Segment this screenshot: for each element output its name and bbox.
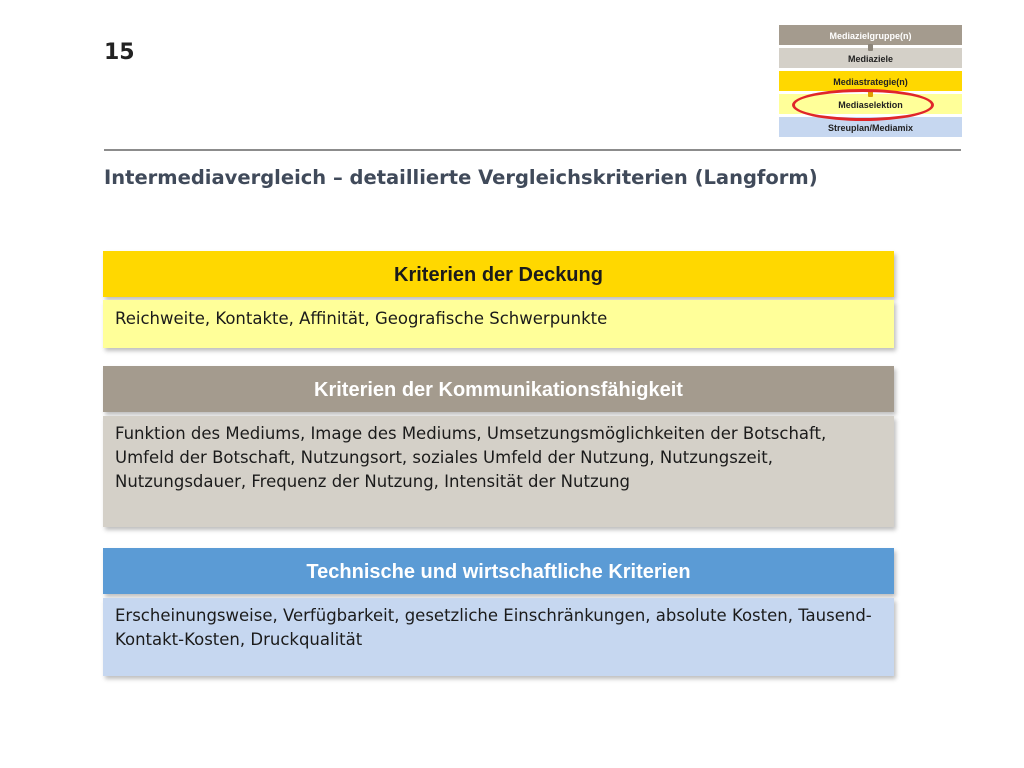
process-step-mediaselektion: Mediaselektion [779,94,962,114]
divider [104,149,961,151]
highlight-ellipse [792,89,934,121]
card-body: Erscheinungsweise, Verfügbarkeit, gesetzliche Einschränkungen, absolute Kosten, Tausend-Kontakt-Kosten, Druckqualität [103,598,894,676]
process-connector [868,44,873,51]
slide-number: 15 [104,40,135,65]
card-body: Reichweite, Kontakte, Affinität, Geografische Schwerpunkte [103,300,894,348]
criteria-card-coverage [103,251,894,348]
card-header: Kriterien der Kommunikationsfähigkeit [103,366,894,412]
page-title: Intermediavergleich – detaillierte Vergleichskriterien (Langform) [104,166,818,189]
criteria-card-technical-economic [103,548,894,676]
process-step-mediazielgruppe: Mediazielgruppe(n) [779,25,962,45]
process-step-mediaziele: Mediaziele [779,48,962,68]
process-step-streuplan: Streuplan/Mediamix [779,117,962,137]
criteria-card-communication [103,366,894,527]
card-header: Kriterien der Deckung [103,251,894,297]
card-header: Technische und wirtschaftliche Kriterien [103,548,894,594]
card-body: Funktion des Mediums, Image des Mediums, Umsetzungsmöglichkeiten der Botschaft, Umfeld der Botschaft, Nutzungsort, soziales Umfeld der Nutzung, Nutzungszeit, Nutzungsdauer, Frequenz der Nutzung, Intensität der Nutzung [103,416,894,527]
process-step-mediastrategie: Mediastrategie(n) [779,71,962,91]
